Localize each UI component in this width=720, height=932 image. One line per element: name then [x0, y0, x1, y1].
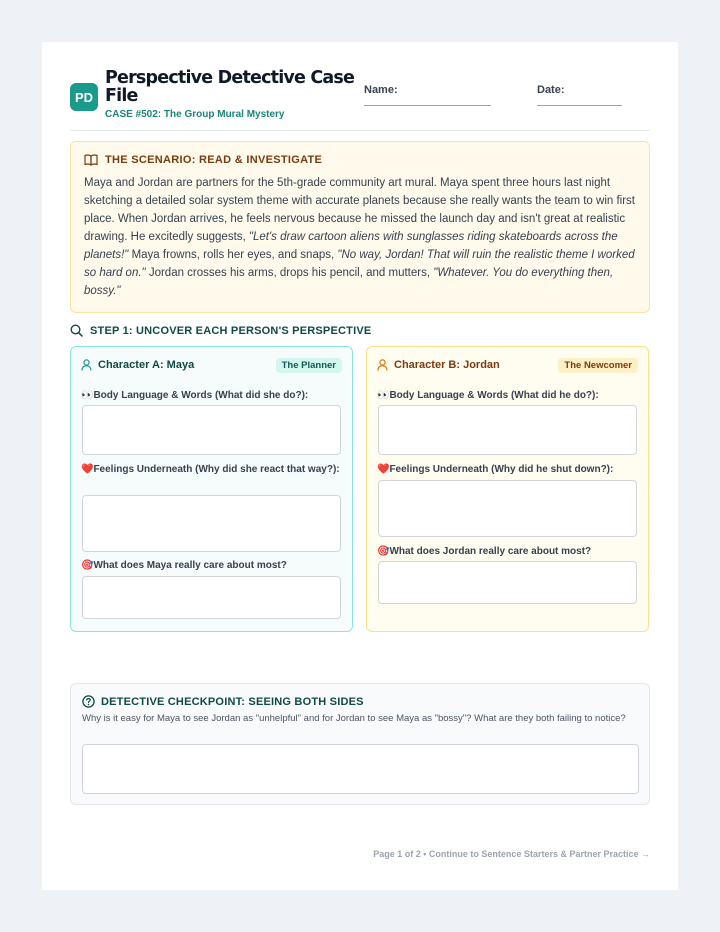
card-title-maya [81, 359, 194, 371]
story-text-2: Maya frowns, rolls her eyes, and snaps, [128, 249, 338, 261]
maya-quote: "No way, Jordan! That will ruin the realistic theme I worked so hard on." [84, 249, 635, 279]
role-badge-maya: The Planner [276, 358, 342, 373]
question-cares-maya [81, 558, 343, 573]
scenario-panel [70, 141, 650, 313]
eyes-icon: 👀 [81, 390, 94, 401]
jordan-reply-quote: "Whatever. You do everything then, bossy." [84, 267, 614, 297]
character-card-jordan [366, 346, 649, 632]
answer-box-checkpoint[interactable] [82, 744, 639, 794]
question-label: Feelings Underneath (Why did he shut down?): [389, 464, 614, 475]
heart-icon: ❤️ [377, 464, 390, 475]
card-title-jordan-label: Character B: Jordan [394, 359, 500, 371]
page-footer: Page 1 of 2 • Continue to Sentence Starters & Partner Practice → [373, 849, 650, 859]
question-label: What does Jordan really care about most? [389, 546, 592, 557]
character-card-maya [70, 346, 353, 632]
card-title-maya-label: Character A: Maya [98, 359, 195, 371]
target-icon: 🎯 [377, 546, 390, 557]
question-feelings-jordan [377, 462, 639, 477]
role-badge-jordan: The Newcomer [558, 358, 638, 373]
question-cares-jordan [377, 544, 639, 559]
date-field-line[interactable] [537, 105, 622, 106]
name-field-line[interactable] [364, 105, 491, 106]
scenario-story [84, 174, 640, 300]
answer-box-feelings-maya[interactable] [82, 495, 341, 552]
header-divider [70, 130, 650, 131]
name-label: Name: [364, 84, 398, 96]
heart-icon: ❤️ [81, 464, 94, 475]
answer-box-body-language-jordan[interactable] [378, 405, 637, 455]
checkpoint-heading-label: DETECTIVE CHECKPOINT: SEEING BOTH SIDES [101, 695, 364, 708]
book-icon [84, 154, 98, 166]
question-feelings-maya [81, 462, 343, 477]
step1-heading [70, 324, 371, 337]
story-text-3: Jordan crosses his arms, drops his pencil, and mutters, [145, 267, 434, 279]
help-circle-icon [82, 695, 95, 708]
person-icon [377, 359, 388, 371]
question-label: What does Maya really care about most? [93, 560, 287, 571]
question-label: Body Language & Words (What did she do?): [93, 390, 309, 401]
question-body-language-maya [81, 388, 343, 403]
date-label: Date: [537, 84, 565, 96]
logo-badge: PD [70, 83, 98, 111]
checkpoint-heading [82, 695, 364, 708]
page-title: Perspective Detective Case File [105, 68, 355, 106]
scenario-heading [84, 154, 322, 166]
question-body-language-jordan [377, 388, 639, 403]
answer-box-feelings-jordan[interactable] [378, 480, 637, 537]
answer-box-body-language-maya[interactable] [82, 405, 341, 455]
answer-box-cares-maya[interactable] [82, 576, 341, 619]
target-icon: 🎯 [81, 560, 94, 571]
question-label: Body Language & Words (What did he do?): [389, 390, 599, 401]
step1-heading-label: STEP 1: UNCOVER EACH PERSON'S PERSPECTIVE [90, 324, 372, 337]
scenario-heading-label: THE SCENARIO: READ & INVESTIGATE [105, 154, 323, 166]
answer-box-cares-jordan[interactable] [378, 561, 637, 604]
search-icon [70, 324, 83, 337]
worksheet-page [42, 42, 678, 890]
story-text-1: Maya and Jordan are partners for the 5th-grade community art mural. Maya spent three hours last night sketching a detailed solar system theme with accurate planets because she really wants the team to win first place. When Jordan arrives, he feels nervous because he missed the launch day and isn't great at realistic drawing. He excitedly suggests, [84, 177, 635, 243]
question-label: Feelings Underneath (Why did she react that way?): [93, 464, 340, 475]
case-number: CASE #502: The Group Mural Mystery [105, 109, 285, 120]
detective-checkpoint-panel [70, 683, 650, 805]
person-icon [81, 359, 92, 371]
checkpoint-question: Why is it easy for Maya to see Jordan as "unhelpful" and for Jordan to see Maya as "bossy"? What are they both failing to notice? [82, 713, 626, 724]
card-title-jordan [377, 359, 500, 371]
eyes-icon: 👀 [377, 390, 390, 401]
jordan-quote: "Let's draw cartoon aliens with sunglasses riding skateboards across the planets!" [84, 231, 618, 261]
